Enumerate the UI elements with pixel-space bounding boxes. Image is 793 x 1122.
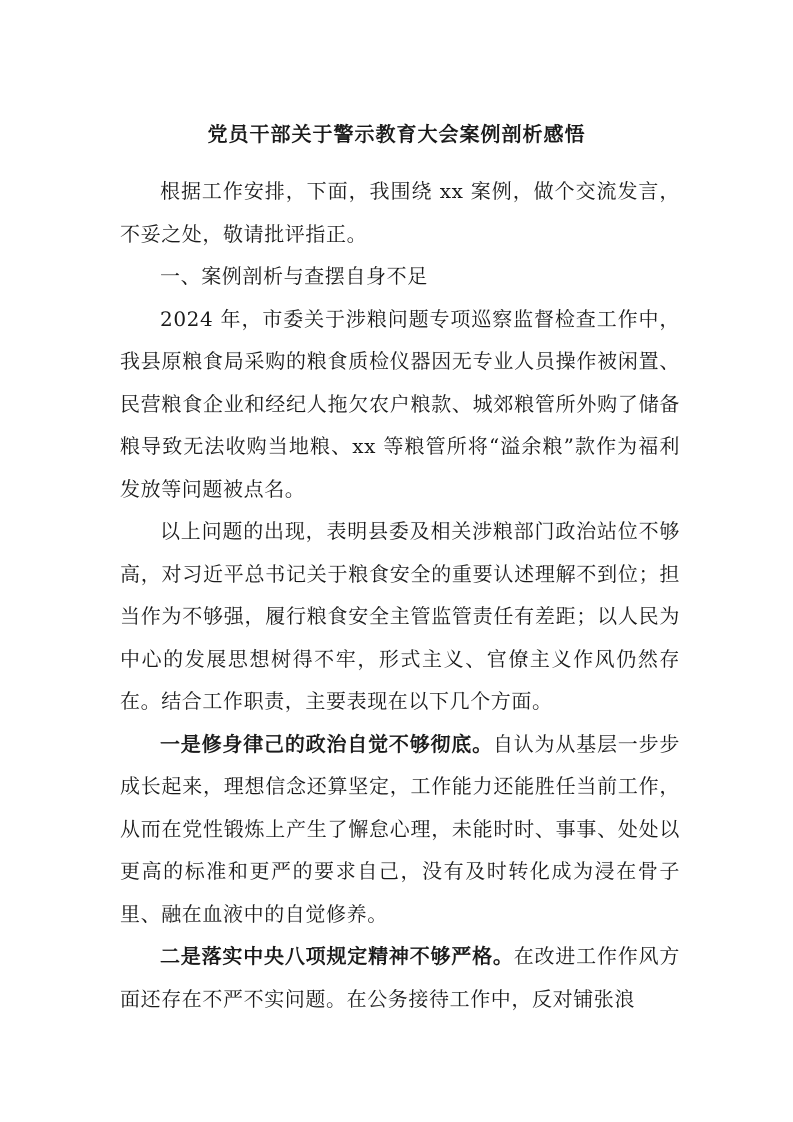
point-lead: 一是修身律己的政治自觉不够彻底。 xyxy=(160,731,493,756)
paragraph-text: 2024 年，市委关于涉粮问题专项巡察监督检查工作中，我县原粮食局采购的粮食质检仪器因无专业人员操作被闲置、民营粮食企业和经纪人拖欠农户粮款、城郊粮管所外购了储备粮导致无法收购当地粮、xx 等粮管所将“溢余粮”款作为福利发放等问题被点名。 xyxy=(120,306,680,501)
paragraph-text: 自认为从基层一步步成长起来，理想信念还算坚定，工作能力还能胜任当前工作，从而在党性锻炼上产生了懈怠心理，未能时时、事事、处处以更高的标准和更严的要求自己，没有及时转化成为浸在骨子里、融在血液中的自觉修养。 xyxy=(120,731,680,926)
section-heading xyxy=(120,255,680,298)
document-body xyxy=(120,170,680,1020)
intro-paragraph xyxy=(120,170,680,255)
case-paragraph xyxy=(120,298,680,511)
point-lead: 二是落实中央八项规定精神不够严格。 xyxy=(160,944,514,968)
section-heading-text: 一、案例剖析与查摆自身不足 xyxy=(160,264,428,288)
analysis-paragraph xyxy=(120,510,680,723)
point-paragraph xyxy=(120,935,680,1020)
paragraph-text: 在改进工作作风方面还存在不严不实问题。在公务接待工作中，反对铺张浪 xyxy=(120,944,680,1011)
paragraph-text: 以上问题的出现，表明县委及相关涉粮部门政治站位不够高，对习近平总书记关于粮食安全的重要认述理解不到位；担当作为不够强，履行粮食安全主管监管责任有差距；以人民为中心的发展思想树得不牢，形式主义、官僚主义作风仍然存在。结合工作职责，主要表现在以下几个方面。 xyxy=(120,519,680,713)
paragraph-text: 根据工作安排，下面，我围绕 xx 案例，做个交流发言，不妥之处，敬请批评指正。 xyxy=(120,179,680,246)
document-title: 党员干部关于警示教育大会案例剖析感悟 xyxy=(207,122,586,146)
point-paragraph xyxy=(120,723,680,936)
